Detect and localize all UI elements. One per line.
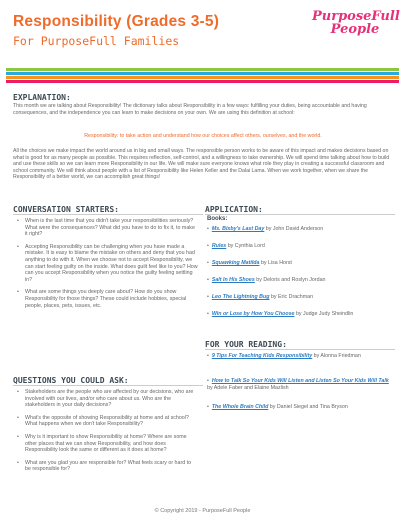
conversation-starters-heading: CONVERSATION STARTERS: <box>13 205 119 214</box>
list-item: • When is the last time that you didn't take your responsibilities seriously? What were the consequences? What did you have to do to fix it, to make it right? <box>17 218 195 238</box>
book-item: • Rules by Cynthia Lord <box>207 243 265 249</box>
book-link[interactable]: Ms. Bixby's Last Day <box>211 226 265 232</box>
explanation-body: All the choices we make impact the world around us in big and small ways. The responsible person works to be aware of this impact and makes decisions based on what is good for as many people as possible. This requires reflection, self-control, and a willingness to take ownership. We will spend time talking about how to build and use these skills so we can learn more Responsibility in our life. We will make sure everyone knows what role they play in creating a successful classroom and school community. We will think about people with a list of Responsibility like Helen Keller and the Dalai Lama. When we work together, when we share the Responsibility of a better world, we can accomplish great things! <box>13 148 390 180</box>
reading-item: • The Whole Brain Child by Daniel Siegel and Tina Bryson <box>207 404 348 410</box>
book-item: • Squawking Matilda by Lisa Horst <box>207 260 292 266</box>
book-link[interactable]: Salt In His Shoes <box>211 277 255 283</box>
questions-heading: QUESTIONS YOU COULD ASK: <box>13 376 129 385</box>
reading-link[interactable]: The Whole Brain Child <box>211 404 269 410</box>
page-title: Responsibility (Grades 3-5) <box>13 13 220 30</box>
color-stripes-divider <box>6 68 399 86</box>
reading-item: • 9 Tips For Teaching Kids Responsibility by Alonna Friedman <box>207 353 361 359</box>
list-item: • Accepting Responsibility can be challenging when you have made a mistake. It is easy to blame the mistake on others and deny that you had anything to do with it. When we choose not to accept Responsibility, we can start feeling guilty on the inside. What does guilt feel like to you? How can you accept Responsibility when you notice the guilty feeling settling in? <box>17 243 198 283</box>
stripe-orange <box>6 76 399 79</box>
application-heading: APPLICATION: <box>205 205 263 214</box>
reading-item: • How to Talk So Your Kids Will Listen and Listen So Your Kids Will Talk by Adele Faber and Elaine Mazlish <box>207 378 389 391</box>
responsibility-definition: Responsibility: to take action and understand how our choices affect others, ourselves, and the world. <box>84 133 322 139</box>
list-item: • What are you glad you are responsible for? What feels scary or hard to be responsible for? <box>17 459 192 473</box>
reading-link[interactable]: How to Talk So Your Kids Will Listen and Listen So Your Kids Will Talk <box>211 378 389 384</box>
reading-divider <box>205 349 395 350</box>
logo-text-line1: PurposeFull <box>312 9 400 24</box>
book-item: • Salt In His Shoes by Deloris and Roslyn Jordan <box>207 277 326 283</box>
book-item: • Ms. Bixby's Last Day by John David Anderson <box>207 226 324 232</box>
explanation-intro: This month we are talking about Responsibility! The dictionary talks about Responsibility in a few ways: fulfilling your duties, being accountable and having consequences, and the independence you can learn to make decisions on your own. We are using this definition at school: <box>13 103 367 116</box>
stripe-blue <box>6 72 399 75</box>
book-item: • Win or Lose by How You Choose by Judge Judy Sheindlin <box>207 311 354 317</box>
logo-text-line2: People <box>330 22 380 37</box>
list-item: • What's the opposite of showing Responsibility at home and at school? What happens when we don't take Responsibility? <box>17 414 189 428</box>
questions-divider <box>13 385 203 386</box>
book-link[interactable]: Win or Lose by How You Choose <box>211 311 295 317</box>
stripe-pink <box>6 80 399 83</box>
for-your-reading-heading: FOR YOUR READING: <box>205 340 287 349</box>
list-item: • Why is it important to show Responsibility at home? Where are some other places that we can show Responsibility, and how does Responsibility look the same or different as it does at home? <box>17 433 187 454</box>
books-label: Books: <box>207 216 228 222</box>
page-subtitle: For PurposeFull Families <box>13 34 180 48</box>
reading-link[interactable]: 9 Tips For Teaching Kids Responsibility <box>211 353 313 359</box>
book-link[interactable]: Leo The Lightning Bug <box>211 294 270 300</box>
stripe-green <box>6 68 399 71</box>
explanation-heading: EXPLANATION: <box>13 93 71 102</box>
conversation-starters-list <box>16 218 198 315</box>
purposefull-people-logo <box>312 10 398 36</box>
book-link[interactable]: Squawking Matilda <box>211 260 260 266</box>
application-divider <box>205 214 395 215</box>
list-item: • Stakeholders are the people who are affected by our decisions, who are involved with our lives, and/or who care about us. Who are the stakeholders in your daily decisions? <box>17 389 194 409</box>
list-item: • What are some things you deeply care about? How do you show Responsibility for those things? These could include hobbies, special people, places, pets, issues, etc. <box>17 289 187 309</box>
book-link[interactable]: Rules <box>211 243 227 249</box>
book-item: • Leo The Lightning Bug by Eric Drachman <box>207 294 314 300</box>
questions-list <box>16 389 198 479</box>
conversation-divider <box>13 214 203 215</box>
copyright-footer: © Copyright 2019 - PurposeFull People <box>154 508 251 514</box>
